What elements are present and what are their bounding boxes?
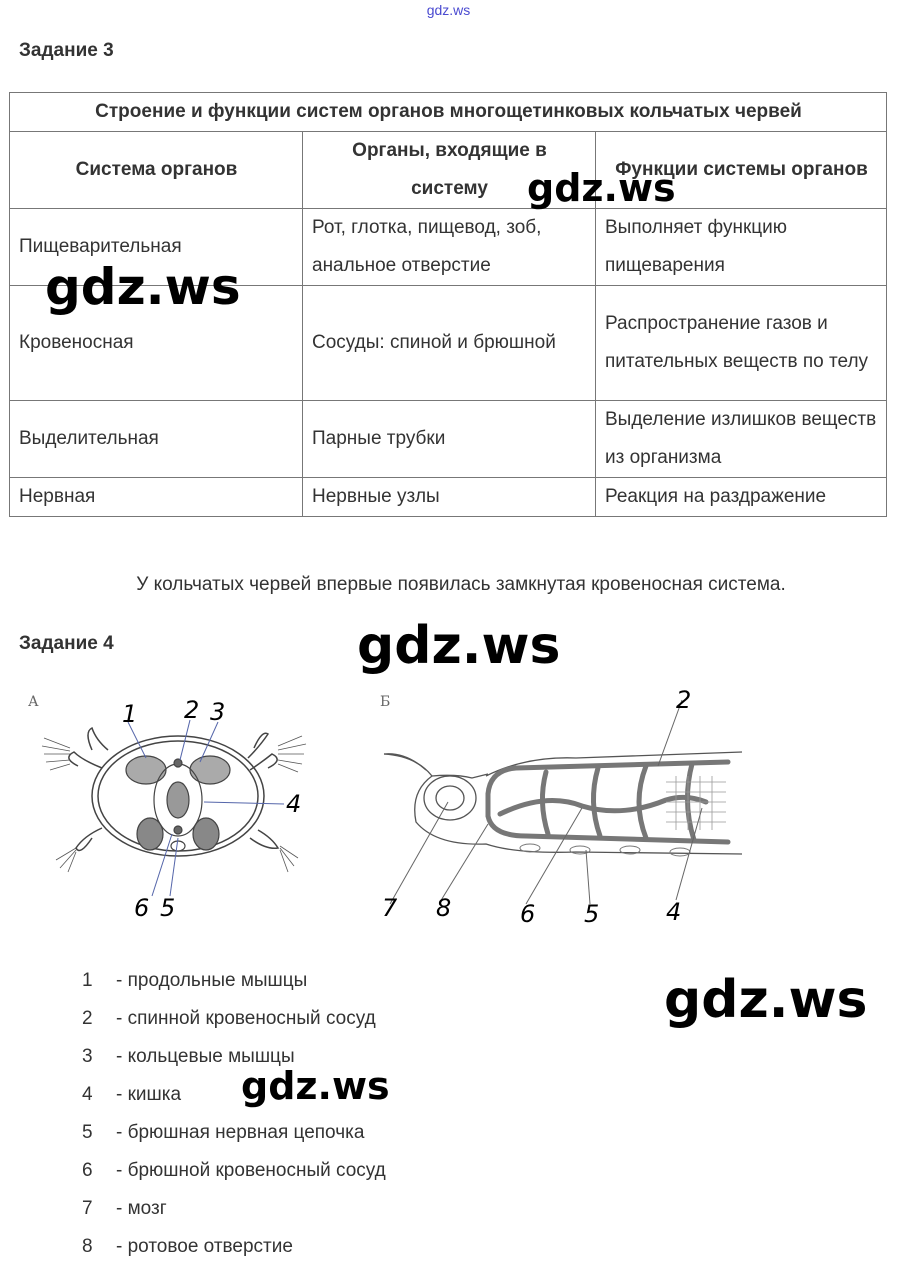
list-item xyxy=(82,1198,167,1220)
list-item xyxy=(82,1236,293,1258)
label-a-4: 4 xyxy=(286,790,302,818)
cell-function: Распространение газов и питательных веществ по телу xyxy=(596,286,887,401)
watermark: gdz.ws xyxy=(664,970,868,1030)
label-b-4: 4 xyxy=(666,898,682,926)
label-a-1: 1 xyxy=(122,700,138,728)
list-item xyxy=(82,1084,181,1106)
label-b-5: 5 xyxy=(584,900,600,928)
label-a-2: 2 xyxy=(184,696,200,724)
list-item xyxy=(82,970,307,992)
cell-system: Кровеносная xyxy=(10,286,303,401)
cell-function: Выполняет функцию пищеварения xyxy=(596,209,887,286)
label-a-6: 6 xyxy=(134,894,150,922)
table-caption-row xyxy=(10,93,887,132)
label-b-2: 2 xyxy=(676,686,692,714)
legend-text: - кишка xyxy=(116,1084,182,1105)
header-system: Система органов xyxy=(10,132,303,209)
legend-num: 3 xyxy=(82,1046,93,1067)
label-b-6: 6 xyxy=(520,900,536,928)
legend-text: - брюшной кровеносный сосуд xyxy=(116,1160,386,1181)
legend-text: - продольные мышцы xyxy=(116,970,308,991)
figure-b-dissection xyxy=(376,682,752,934)
watermark: gdz.ws xyxy=(357,616,561,676)
legend-num: 1 xyxy=(82,970,93,991)
legend-text: - ротовое отверстие xyxy=(116,1236,293,1257)
legend-text: - брюшная нервная цепочка xyxy=(116,1122,365,1143)
table-caption: Строение и функции систем органов многощетинковых кольчатых червей xyxy=(10,93,887,132)
header-organs: Органы, входящие в систему xyxy=(303,132,596,209)
legend-text: - спинной кровеносный сосуд xyxy=(116,1008,376,1029)
watermark: gdz.ws xyxy=(241,1064,390,1108)
cell-system: Выделительная xyxy=(10,401,303,478)
cell-system: Пищеварительная xyxy=(10,209,303,286)
label-b-7: 7 xyxy=(382,894,398,922)
cell-function: Реакция на раздражение xyxy=(596,478,887,517)
legend-text: - кольцевые мышцы xyxy=(116,1046,295,1067)
task4-title: Задание 4 xyxy=(19,633,114,654)
list-item xyxy=(82,1160,386,1182)
cell-system: Нервная xyxy=(10,478,303,517)
legend-num: 8 xyxy=(82,1236,93,1257)
figure-b-label: Б xyxy=(380,694,391,710)
header-functions: Функции системы органов xyxy=(596,132,887,209)
label-a-5: 5 xyxy=(160,894,176,922)
cell-organs: Парные трубки xyxy=(303,401,596,478)
cell-organs: Сосуды: спиной и брюшной xyxy=(303,286,596,401)
legend-num: 7 xyxy=(82,1198,93,1219)
watermark: gdz.ws xyxy=(45,258,241,316)
list-item xyxy=(82,1122,364,1144)
legend-num: 2 xyxy=(82,1008,93,1029)
table-header-row xyxy=(10,132,887,209)
legend-text: - мозг xyxy=(116,1198,167,1219)
list-item xyxy=(82,1008,376,1030)
figure-a-label: А xyxy=(28,694,39,710)
label-a-3: 3 xyxy=(210,698,226,726)
cell-function: Выделение излишков веществ из организма xyxy=(596,401,887,478)
figure-a-cross-section xyxy=(22,688,322,928)
legend-num: 5 xyxy=(82,1122,93,1143)
watermark-top: gdz.ws xyxy=(426,2,471,18)
cell-organs: Рот, глотка, пищевод, зоб, анальное отверстие xyxy=(303,209,596,286)
legend-num: 4 xyxy=(82,1084,93,1105)
table-row xyxy=(10,478,887,517)
legend-num: 6 xyxy=(82,1160,93,1181)
task3-title: Задание 3 xyxy=(19,40,114,61)
label-b-8: 8 xyxy=(436,894,452,922)
watermark: gdz.ws xyxy=(527,166,676,210)
cell-organs: Нервные узлы xyxy=(303,478,596,517)
closed-circulation-note: У кольчатых червей впервые появилась замкнутая кровеносная система. xyxy=(136,574,786,595)
table-row xyxy=(10,401,887,478)
